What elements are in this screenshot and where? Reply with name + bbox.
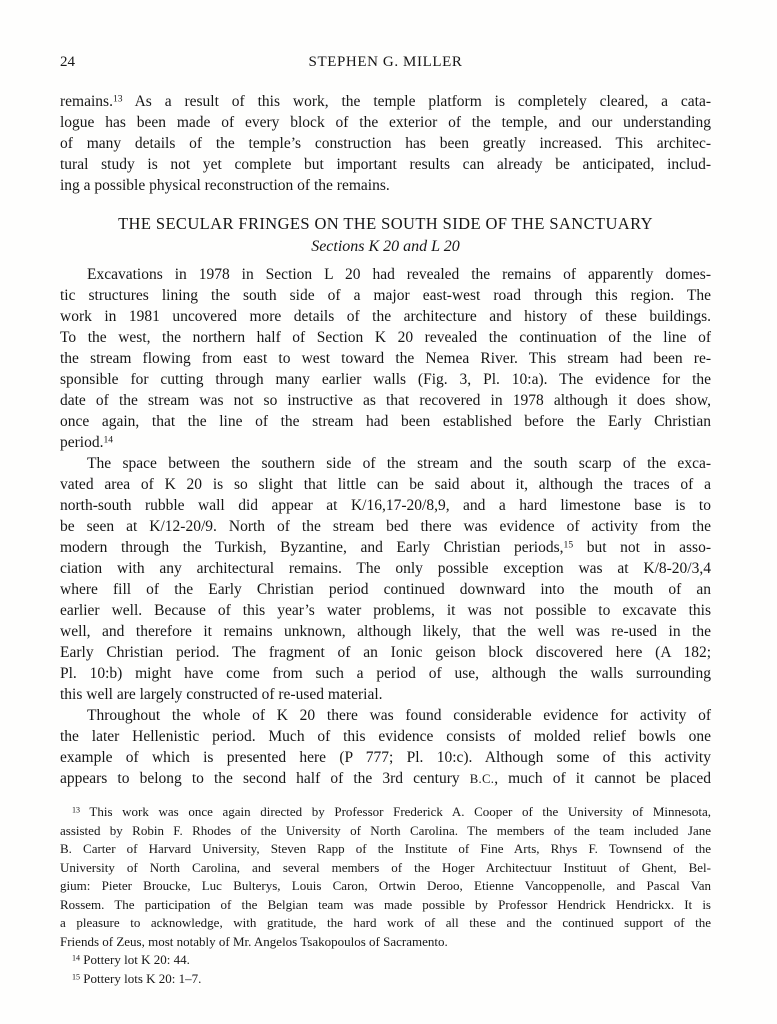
running-head-author: STEPHEN G. MILLER [308, 54, 463, 70]
footnote-marker: 15 [72, 971, 81, 981]
footnote-marker: 15 [563, 539, 574, 551]
text-line [60, 432, 711, 453]
text-line [60, 970, 711, 989]
text-segment: vated area of K 20 is so slight that little can be said about it, although the traces of a [60, 476, 711, 493]
footnote-15 [60, 970, 711, 989]
text-segment: This work was once again directed by Professor Frederick A. Cooper of the University of Minnesota, [80, 804, 711, 819]
text-segment: the stream flowing from east to west toward the Nemea River. This stream had been re- [60, 350, 711, 367]
footnote-marker: 13 [72, 805, 81, 815]
text-segment: gium: Pieter Broucke, Luc Bulterys, Louis Caron, Ortwin Deroo, Etienne Vancoppenolle, and Pascal Van [60, 878, 711, 893]
footnote-13 [60, 803, 711, 951]
text-segment: the later Hellenistic period. Much of this evidence consists of molded relief bowls one [60, 728, 711, 745]
running-header [60, 52, 711, 72]
text-line [60, 933, 711, 952]
text-segment: Excavations in 1978 in Section L 20 had revealed the remains of apparently domes- [87, 266, 711, 283]
text-line [60, 951, 711, 970]
text-line [60, 558, 711, 579]
text-segment: sponsible for cutting through many earlier walls (Fig. 3, Pl. 10:a). The evidence for the [60, 371, 711, 388]
text-line [60, 453, 711, 474]
text-segment: The space between the southern side of the stream and the south scarp of the exca- [87, 455, 711, 472]
text-segment: once again, that the line of the stream had been established before the Early Christian [60, 413, 711, 430]
paragraph-space-between [60, 453, 711, 705]
text-segment: this well are largely constructed of re-used material. [60, 686, 383, 703]
text-segment: where fill of the Early Christian period continued downward into the mouth of an [60, 581, 711, 598]
text-line [60, 411, 711, 432]
paragraph-throughout [60, 705, 711, 790]
text-segment: University of North Carolina, and several members of the Hoger Architectuur Instituut of Ghent, Bel- [60, 859, 711, 875]
text-line [60, 154, 711, 175]
text-line [60, 495, 711, 516]
text-line [60, 175, 711, 196]
text-line [60, 822, 711, 841]
text-segment: assisted by Robin F. Rhodes of the University of North Carolina. The members of the team included Jane [60, 822, 711, 838]
text-line [60, 112, 711, 133]
text-segment: Pottery lot K 20: 44. [80, 952, 190, 967]
text-segment: Pl. 10:b) might have come from such a period of use, although the walls surrounding [60, 665, 711, 682]
text-line [60, 579, 711, 600]
text-segment: Pottery lots K 20: 1–7. [80, 970, 202, 986]
text-segment: Early Christian period. The fragment of an Ionic geison block discovered here (A 182; [60, 644, 711, 661]
text-line [60, 348, 711, 369]
footnote-marker: 14 [103, 434, 114, 446]
text-line [60, 600, 711, 621]
text-line [60, 133, 711, 154]
text-segment: Rossem. The participation of the Belgian team was made possible by Professor Hendrick Hendrickx. It is [60, 896, 711, 912]
text-line [60, 537, 711, 558]
text-line [60, 840, 711, 859]
text-segment: , much of it cannot be placed [494, 770, 711, 787]
text-line [60, 327, 711, 348]
text-segment: example of which is presented here (P 777; Pl. 10:c). Although some of this activity [60, 749, 711, 766]
paragraph-excavations [60, 264, 711, 453]
text-line [60, 747, 711, 768]
text-segment: north-south rubble wall did appear at K/16,17-20/8,9, and a hard limestone base is to [60, 497, 711, 514]
text-segment: but not in asso- [573, 539, 712, 556]
paragraph-remains [60, 91, 711, 196]
page-number: 24 [60, 54, 75, 70]
text-segment: modern through the Turkish, Byzantine, and Early Christian periods, [60, 539, 564, 556]
text-line [60, 684, 711, 705]
text-line [60, 621, 711, 642]
text-segment: tic structures lining the south side of a major east-west road through this region. The [60, 287, 711, 304]
text-segment: work in 1981 uncovered more details of the architecture and history of these buildings. [60, 308, 711, 325]
text-line [60, 474, 711, 495]
text-line [60, 306, 711, 327]
footnote-marker: 14 [72, 953, 81, 963]
text-line [60, 390, 711, 411]
text-segment: of many details of the temple’s construction has been greatly increased. This architec- [60, 135, 711, 152]
text-line [60, 705, 711, 726]
text-segment: To the west, the northern half of Section K 20 revealed the continuation of the line of [60, 329, 711, 346]
text-segment: Friends of Zeus, most notably of Mr. Angelos Tsakopoulos of Sacramento. [60, 933, 448, 949]
text-segment: be seen at K/12-20/9. North of the stream bed there was evidence of activity from the [60, 518, 711, 535]
text-line [60, 896, 711, 915]
text-line [60, 803, 711, 822]
text-segment: As a result of this work, the temple platform is completely cleared, a cata- [122, 93, 711, 110]
text-segment: tural study is not yet complete but important results can already be anticipated, includ- [60, 156, 711, 173]
text-line [60, 914, 711, 933]
text-line [60, 285, 711, 306]
text-segment: well, and therefore it remains unknown, although likely, that the well was re-used in the [60, 623, 711, 640]
text-line [60, 642, 711, 663]
text-line [60, 768, 711, 790]
text-segment: Throughout the whole of K 20 there was found considerable evidence for activity of [87, 707, 711, 724]
text-line [60, 877, 711, 896]
footnote-marker: 13 [112, 93, 123, 105]
small-caps-text: B.C. [469, 772, 495, 786]
text-line [60, 516, 711, 537]
text-segment: remains. [60, 93, 113, 110]
text-line [60, 91, 711, 112]
text-segment: period. [60, 434, 104, 451]
footnotes-block [60, 803, 711, 988]
text-line [60, 859, 711, 878]
text-line [60, 663, 711, 684]
footnote-14 [60, 951, 711, 970]
text-segment: logue has been made of every block of the exterior of the temple, and our understanding [60, 114, 711, 131]
text-line [60, 369, 711, 390]
text-segment: ciation with any architectural remains. The only possible exception was at K/8-20/3,4 [60, 560, 711, 577]
text-line [60, 264, 711, 285]
text-segment: B. Carter of Harvard University, Steven Rapp of the Institute of Fine Arts, Rhys F. Townsend of the [60, 841, 711, 856]
article-body [60, 91, 711, 790]
text-segment: appears to belong to the second half of the 3rd century [60, 770, 470, 787]
text-segment: date of the stream was not so instructive as that recovered in 1978 although it does show, [60, 392, 711, 409]
text-segment: ing a possible physical reconstruction of the remains. [60, 177, 390, 194]
text-segment: earlier well. Because of this year’s water problems, it was not possible to excavate this [60, 602, 711, 619]
section-heading: THE SECULAR FRINGES ON THE SOUTH SIDE OF THE SANCTUARY [118, 214, 653, 233]
text-segment: a pleasure to acknowledge, with gratitude, the hard work of all these and the continued support of the [60, 915, 711, 930]
section-subheading: Sections K 20 and L 20 [311, 238, 460, 255]
text-line [60, 726, 711, 747]
